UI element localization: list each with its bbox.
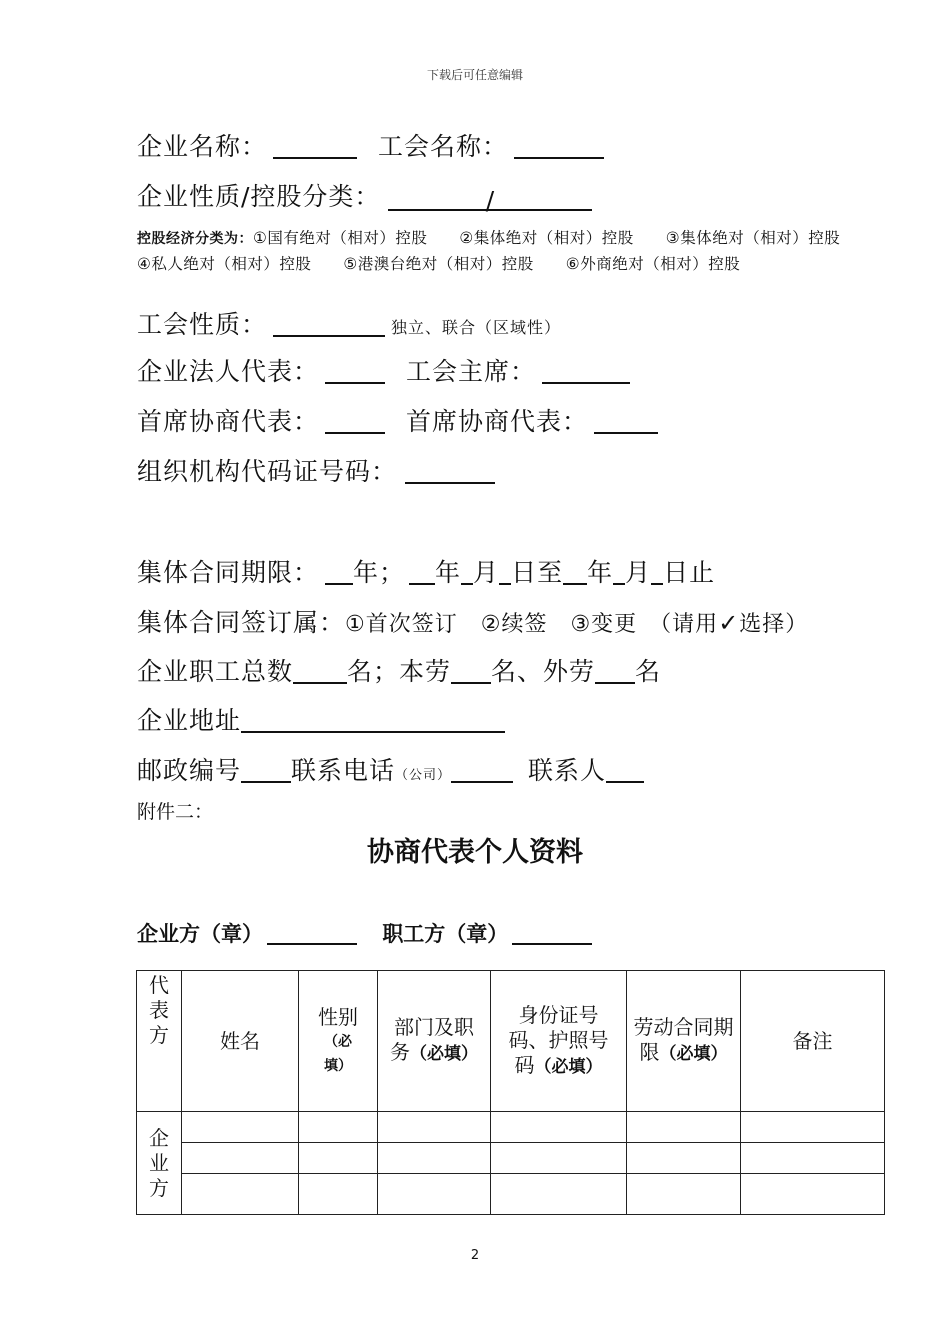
legal-rep-label: 企业法人代表： <box>137 357 320 386</box>
org-code-row <box>137 456 495 488</box>
start-day-field[interactable] <box>499 559 511 585</box>
cell-gender[interactable] <box>299 1143 378 1174</box>
postcode-label: 邮政编号 <box>137 756 242 785</box>
page-header: 下载后可任意编辑 <box>426 68 523 82</box>
staff-unit-2: 名、外劳 <box>491 657 596 686</box>
staff-seal-field[interactable] <box>512 923 592 945</box>
cell-name[interactable] <box>182 1174 299 1215</box>
staff-label: 企业职工总数 <box>137 657 294 686</box>
union-nature-hint: 独立、联合（区域性） <box>391 318 562 337</box>
cell-contract[interactable] <box>627 1174 741 1215</box>
union-nature-label: 工会性质： <box>137 310 268 339</box>
term-label: 集体合同期限： <box>137 558 320 587</box>
end-day-field[interactable] <box>651 559 663 585</box>
phone-label: 联系电话 <box>291 756 396 785</box>
end-month-unit: 月 <box>625 558 652 587</box>
staff-unit-3: 名 <box>635 657 662 686</box>
row-side-company <box>137 1112 182 1215</box>
contact-row <box>137 755 644 792</box>
local-staff-field[interactable] <box>451 658 491 684</box>
table-row <box>137 1174 885 1215</box>
cell-id[interactable] <box>491 1143 627 1174</box>
start-month-field[interactable] <box>461 559 473 585</box>
table-row <box>137 1143 885 1174</box>
header-id-text <box>503 1003 615 1080</box>
union-nature-row <box>137 309 561 344</box>
seal-row <box>137 918 592 948</box>
cell-id[interactable] <box>491 1174 627 1215</box>
check-icon: ✓ <box>718 609 740 637</box>
cell-contract[interactable] <box>627 1112 741 1143</box>
header-dept-req: （必填） <box>410 1044 478 1064</box>
postcode-field[interactable] <box>241 757 291 783</box>
company-seal-field[interactable] <box>267 923 357 945</box>
cell-gender[interactable] <box>299 1174 378 1215</box>
end-year-field[interactable] <box>563 559 587 585</box>
cell-name[interactable] <box>182 1112 299 1143</box>
representatives-table <box>136 970 885 1215</box>
phone-hint: （公司） <box>395 768 452 783</box>
union-chair-label: 工会主席： <box>405 357 536 386</box>
header-gender-text: 性别 <box>318 1004 358 1029</box>
start-year-field[interactable] <box>409 559 435 585</box>
header-id-req: （必填） <box>534 1056 603 1077</box>
header-gender-req: （必填） <box>324 1033 352 1074</box>
company-union-name-row <box>137 131 604 163</box>
header-dept-label: 部门及职务 <box>390 1015 474 1064</box>
staff-seal-label: 职工方（章） <box>382 922 509 946</box>
cell-contract[interactable] <box>627 1143 741 1174</box>
union-name-field[interactable] <box>514 133 604 159</box>
header-contract-label: 劳动合同期限 <box>633 1015 734 1064</box>
contact-label: 联系人 <box>528 756 607 785</box>
header-contract-text <box>634 1015 734 1067</box>
header-dept <box>378 971 491 1112</box>
holding-note-text: ①国有绝对（相对）控股 ②集体绝对（相对）控股 ③集体绝对（相对）控股 ④私人绝对（相对）控股 ⑤港澳台绝对（相对）控股 ⑥外商绝对（相对）控股 <box>137 229 857 273</box>
table-header-row <box>137 971 885 1112</box>
staff-total-field[interactable] <box>293 658 347 684</box>
header-dept-text <box>386 1015 482 1067</box>
cell-dept[interactable] <box>378 1143 491 1174</box>
cell-dept[interactable] <box>378 1112 491 1143</box>
legal-rep-row <box>137 356 630 388</box>
chief-rep-field-2[interactable] <box>594 408 658 434</box>
row-side-text: 企业方 <box>149 1125 169 1200</box>
header-id <box>491 971 627 1112</box>
end-day-unit: 日止 <box>663 558 716 587</box>
sign-type-row <box>137 607 808 641</box>
external-staff-field[interactable] <box>595 658 635 684</box>
term-years-field[interactable] <box>325 559 353 585</box>
sign-options[interactable]: ①首次签订 ②续签 ③变更 （请用 <box>345 612 719 637</box>
nature-separator: / <box>485 186 496 215</box>
company-nature-row <box>137 181 592 213</box>
header-contract-req: （必填） <box>659 1044 728 1064</box>
cell-remark[interactable] <box>741 1143 885 1174</box>
legal-rep-field[interactable] <box>325 358 385 384</box>
cell-remark[interactable] <box>741 1174 885 1215</box>
cell-name[interactable] <box>182 1143 299 1174</box>
header-remark: 备注 <box>741 971 885 1112</box>
annex-label: 附件二： <box>137 801 214 823</box>
company-name-label: 企业名称： <box>137 132 268 161</box>
cell-remark[interactable] <box>741 1112 885 1143</box>
start-year-unit: 年 <box>435 558 462 587</box>
phone-field[interactable] <box>451 757 513 783</box>
cell-dept[interactable] <box>378 1174 491 1215</box>
cell-gender[interactable] <box>299 1112 378 1143</box>
start-month-unit: 月 <box>473 558 500 587</box>
holding-classification-note <box>137 226 857 276</box>
address-row <box>137 705 505 737</box>
start-day-unit: 日至 <box>511 558 564 587</box>
sign-label: 集体合同签订属： <box>137 608 346 637</box>
chief-rep-label-2: 首席协商代表： <box>405 407 588 436</box>
contact-field[interactable] <box>606 757 644 783</box>
address-label: 企业地址 <box>137 706 242 735</box>
header-name: 姓名 <box>182 971 299 1112</box>
org-code-label: 组织机构代码证号码： <box>137 457 398 486</box>
company-name-field[interactable] <box>273 133 357 159</box>
company-seal-label: 企业方（章） <box>137 922 263 946</box>
sign-tail: 选择） <box>739 612 809 637</box>
chief-rep-label-1: 首席协商代表： <box>137 407 320 436</box>
contract-term-row <box>137 557 715 589</box>
staff-count-row <box>137 656 661 688</box>
staff-unit-1: 名；本劳 <box>347 657 452 686</box>
header-gender <box>299 971 378 1112</box>
company-nature-field[interactable] <box>388 185 592 215</box>
union-chair-field[interactable] <box>542 358 630 384</box>
org-code-field[interactable] <box>405 458 495 484</box>
address-field[interactable] <box>241 707 505 733</box>
cell-id[interactable] <box>491 1112 627 1143</box>
term-year-unit: 年； <box>353 558 406 587</box>
chief-rep-field-1[interactable] <box>325 408 385 434</box>
page-number: 2 <box>470 1248 480 1263</box>
table-row <box>137 1112 885 1143</box>
union-nature-field[interactable] <box>273 311 385 337</box>
end-year-unit: 年 <box>587 558 614 587</box>
header-side-text: 代表方 <box>149 973 169 1047</box>
header-id-label: 身份证号码、护照号码 <box>508 1002 609 1077</box>
chief-rep-row <box>137 406 658 438</box>
header-side <box>137 971 182 1112</box>
page-title: 协商代表个人资料 <box>367 837 583 868</box>
company-nature-label: 企业性质/控股分类： <box>137 182 381 211</box>
union-name-label: 工会名称： <box>377 132 508 161</box>
holding-note-label: 控股经济分类为： <box>137 231 253 247</box>
header-contract <box>627 971 741 1112</box>
end-month-field[interactable] <box>613 559 625 585</box>
